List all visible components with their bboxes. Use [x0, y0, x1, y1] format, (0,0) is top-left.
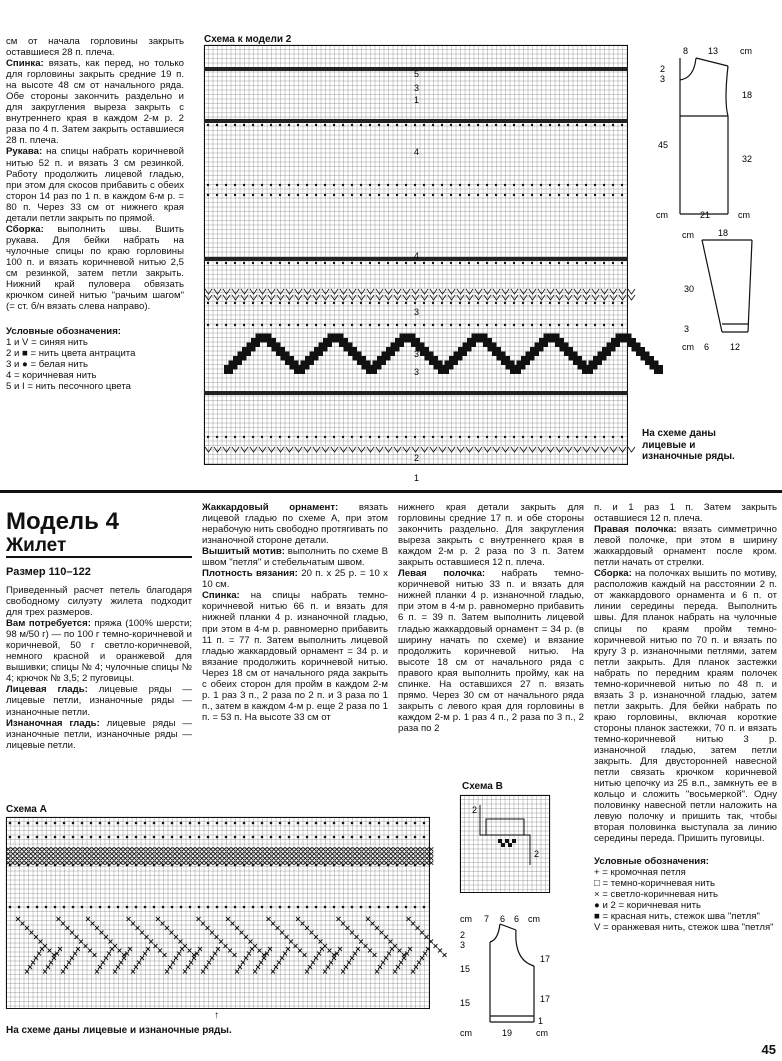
page-number: 45 — [761, 1042, 776, 1057]
paragraph — [398, 568, 584, 734]
scheme2-row-label: 3 — [414, 307, 420, 317]
scheme2-row-label: 1 — [414, 95, 420, 105]
paragraph — [6, 684, 192, 717]
paragraph-heading: Спинка: — [202, 590, 240, 602]
paragraph-heading: Изнаночная гладь: — [6, 717, 100, 729]
legend-item: 2 и ■ = нить цвета антрацита — [6, 348, 136, 360]
dim-left-1: 30 — [684, 284, 695, 294]
legend-item: × = светло-коричневая нить — [594, 889, 718, 901]
paragraph — [6, 585, 192, 618]
schemeA-chart — [6, 817, 434, 1012]
model-subtitle: Жилет — [6, 535, 67, 556]
legend-title: Условные обозначения: — [6, 326, 121, 338]
paragraph-heading: Сборка: — [6, 223, 44, 235]
text-column-2 — [202, 502, 388, 723]
vest-dim-top-3: 6 — [514, 914, 520, 924]
paragraph-heading: Спинка: — [6, 58, 44, 70]
paragraph-text: вязать, как перед, но только для горловины закрыть средние 19 п. на высоте 48 см от начального ряда. Обе стороны закончить раздельно и для закругления выреза закрыть с внутреннего края в каждом 2-м р. 2 раза по 4 п. Затем закрыть оставшиеся 28 п. плеча. — [6, 58, 184, 147]
paragraph — [202, 568, 388, 590]
section-divider — [0, 490, 782, 493]
paragraph — [6, 58, 184, 146]
scheme2-row-label: 4 — [414, 147, 420, 157]
paragraph-text: выполнить швы. Вшить рукава. Для бейки набрать на чулочные спицы по краю горловины 100 п. и вязать коричневой нитью 2,5 см резинкой, затем петли закрыть. Нижний край пуловера обвязать крючком синей нитью "рачьим шагом" (= ст. б/н вязать слева направо). — [6, 223, 184, 313]
vest-dim-top-unit-left: cm — [460, 914, 472, 924]
legend-item: ■ = красная нить, стежок шва "петля" — [594, 911, 760, 923]
scheme2-row-label: 4 — [414, 251, 420, 261]
paragraph-text: Приведенный расчет петель благодаря свободному силуэту жилета подходит для трех размеров. — [6, 585, 192, 619]
paragraph-heading: Левая полочка: — [398, 568, 486, 580]
vest-dim-right-2: 17 — [540, 994, 551, 1004]
front-pattern-diagram — [652, 44, 772, 224]
dim-left-2: 3 — [684, 324, 690, 334]
schemeB-label: 2 — [472, 805, 478, 815]
paragraph-text: лицевые ряды — изнаночные петли, изнаночные ряды — лицевые петли. — [6, 717, 192, 751]
scheme2-row-label: 3 — [414, 349, 420, 359]
vest-dim-right-3: 1 — [538, 1016, 544, 1026]
paragraph — [6, 146, 184, 223]
dim-top-unit: cm — [740, 46, 752, 56]
paragraph — [6, 36, 184, 58]
dim-top-unit: cm — [682, 230, 694, 240]
text-column-4 — [594, 502, 777, 933]
paragraph-text: набрать темно-коричневой нитью 33 п. и вязать для нижней планки 4 р. изнаночной гладью, при этом в 4-м р. равномерно прибавить 6 п. = 39 п. Затем выполнить лицевой гладью жаккардовый орнамент = 34 р. (в ширину начать по схеме) и вязание продолжить коричневой нитью. На высоте 18 см от начального ряда с правого края выполнить пройму, как на спинке. На оставшихся 27 п. вязать прямо. Через 30 см от начального ряда закрыть с левого края для горловины в каждом 2-м р. 1 раз 4 п., 2 раза по 3 п., 2 раза по 2 — [398, 568, 584, 734]
sleeve-pattern-diagram — [652, 228, 772, 358]
schemeB-chart — [460, 795, 554, 897]
vest-dim-left-1: 2 — [460, 930, 466, 940]
paragraph — [202, 546, 388, 568]
text-column-3 — [398, 502, 584, 734]
paragraph-heading: Лицевая гладь: — [6, 684, 88, 696]
schemeA-note: На схеме даны лицевые и изнаночные ряды. — [6, 1025, 232, 1036]
legend-item: 3 и ● = белая нить — [6, 359, 89, 371]
legend-item: ● и 2 = коричневая нить — [594, 900, 701, 912]
scheme2-title: Схема к модели 2 — [204, 34, 292, 45]
paragraph-heading: Правая полочка: — [594, 524, 677, 536]
dim-left-3: 45 — [658, 140, 669, 150]
dim-bottom-1: 6 — [704, 342, 710, 352]
legend-item: V = оранжевая нить, стежок шва "петля" — [594, 922, 774, 934]
paragraph-heading: Жаккардовый орнамент: — [202, 502, 339, 513]
scheme2-row-label: 3 — [414, 367, 420, 377]
legend-item: 1 и V = синяя нить — [6, 337, 88, 349]
dim-bottom-unit-right: cm — [738, 210, 750, 220]
paragraph-heading: Рукава: — [6, 146, 43, 158]
paragraph — [202, 590, 388, 723]
paragraph-text: выполнить по схеме В швом "петля" и стебельчатым швом. — [202, 546, 388, 569]
vest-dim-bottom-unit-right: cm — [536, 1028, 548, 1038]
vest-dim-left-4: 15 — [460, 998, 471, 1008]
paragraph-heading: Плотность вязания: — [202, 568, 298, 580]
vest-dim-left-3: 15 — [460, 964, 471, 974]
dim-right-1: 18 — [742, 90, 753, 100]
dim-bottom-1: 21 — [700, 210, 711, 220]
paragraph-heading: Вам потребуется: — [6, 618, 91, 630]
size-label: Размер 110–122 — [6, 566, 91, 578]
dim-bottom-unit: cm — [682, 342, 694, 352]
paragraph — [202, 502, 388, 546]
scheme2-row-label: 5 — [414, 69, 420, 79]
text-column-top-left — [6, 36, 184, 392]
paragraph-text: п. и 1 раз 1 п. Затем закрыть оставшиеся 12 п. плеча. — [594, 502, 777, 525]
legend-item: □ = темно-коричневая нить — [594, 878, 715, 890]
dim-left-1: 2 — [660, 64, 666, 74]
dim-top-1: 18 — [718, 228, 729, 238]
paragraph-text: на спицы набрать коричневой нитью 52 п. и вязать 3 см резинкой. Работу продолжить лицевой гладью, при этом для скосов прибавить с обеих сторон 14 раз по 1 п. в каждом 6-м р. = 80 п. Через 33 см от нижнего края детали петли закрыть по прямой. — [6, 146, 184, 224]
legend-item: + = кромочная петля — [594, 867, 686, 879]
vest-dim-bottom-unit-left: cm — [460, 1028, 472, 1038]
schemeB-label: 2 — [534, 849, 540, 859]
paragraph — [594, 524, 777, 568]
paragraph — [6, 718, 192, 751]
legend-item: 5 и I = нить песочного цвета — [6, 381, 131, 393]
vest-dim-top-1: 7 — [484, 914, 490, 924]
paragraph-heading: Вышитый мотив: — [202, 546, 285, 558]
paragraph-heading: Сборка: — [594, 568, 632, 580]
legend-item: 4 = коричневая нить — [6, 370, 97, 382]
legend2-title: Условные обозначения: — [594, 856, 709, 868]
paragraph-text: лицевые ряды — лицевые петли, изнаночные ряды — изнаночные петли. — [6, 684, 192, 718]
dim-left-2: 3 — [660, 74, 666, 84]
vest-pattern-diagram — [454, 912, 564, 1042]
paragraph — [594, 502, 777, 524]
paragraph-text: вязать симметрично левой полочке, при этом в ширину жаккардовый орнамент после кром. петли начать от стрелки. — [594, 524, 778, 569]
model-title: Модель 4 — [6, 508, 119, 535]
scheme2-row-label: 1 — [414, 473, 420, 483]
scheme2-row-label: 2 — [414, 453, 420, 463]
paragraph-text: пряжа (100% шерсти; 98 м/50 г) — по 100 г темно-коричневой и коричневой, 50 г светло-коричневой, немного красной и оранжевой для вышивки; спицы № 4; чулочные спицы № 4; крючок № 3,5; 2 пуговицы. — [6, 618, 192, 685]
schemeA-arrow: ↑ — [214, 1010, 219, 1021]
dim-top-2: 13 — [708, 46, 719, 56]
paragraph-text: см от начала горловины закрыть оставшиеся 28 п. плеча. — [6, 36, 184, 59]
vest-dim-top-2: 6 — [500, 914, 506, 924]
title-underline — [6, 556, 192, 558]
paragraph — [594, 568, 777, 844]
schemeA-title: Схема А — [6, 804, 47, 815]
vest-dim-bottom-1: 19 — [502, 1028, 513, 1038]
dim-bottom-2: 12 — [730, 342, 741, 352]
dim-right-2: 32 — [742, 154, 753, 164]
paragraph — [6, 618, 192, 684]
paragraph — [6, 224, 184, 312]
vest-dim-left-2: 3 — [460, 940, 466, 950]
scheme2-chart — [204, 45, 638, 483]
paragraph-text: на спицы набрать темно-коричневой нитью 66 п. и вязать для нижней планки 4 р. изнаночной гладью, при этом в 4-м р. равномерно прибавить 11 п. = 77 п. Затем выполнить лицевой гладью жаккардовый орнамент = 34 р. и вязание продолжить коричневой нитью. Через 18 см от начального ряда закрыть с обеих сторон для пройм в каждом 2-м р. 1 раз 3 п., 2 раза по 2 п. и 3 раза по 1 п., затем в каждом 4-м р. еще 2 раза по 1 п. = 53 п. На высоте 33 см от — [202, 590, 388, 723]
schemeB-title: Схема В — [462, 781, 503, 792]
scheme2-row-label: 3 — [414, 83, 420, 93]
scheme2-note: На схеме даны лицевые и изнаночные ряды. — [642, 428, 735, 462]
dim-top-1: 8 — [683, 46, 689, 56]
text-column-1 — [6, 585, 192, 751]
vest-dim-right-1: 17 — [540, 954, 551, 964]
paragraph-text: нижнего края детали закрыть для горловины средние 17 п. и обе стороны закончить раздельно. Для закругления выреза закрыть с внутреннего края в каждом 2-м р. 2 раза по 3 п. Затем закрыть оставшиеся 12 п. плеча. — [398, 502, 584, 569]
paragraph — [398, 502, 584, 568]
paragraph-text: 20 п. х 25 р. = 10 х 10 см. — [202, 568, 388, 591]
vest-dim-top-unit-right: cm — [528, 914, 540, 924]
paragraph-text: на полочках вышить по мотиву, расположив каждый на расстоянии 2 п. от жаккардового орнамента и 6 п. от линии середины переда. Выполнить швы. Для планок набрать на чулочные спицы по краям пройм темно-коричневой нитью по 70 п. и вязать по кругу 3 р. изнаночными петлями, затем петли закрыть. Для планок застежки набрать по передним краям полочек темно-коричневой нитью по 48 п. и вязать 3 р. изнаночной гладью, затем петли закрыть. Для бейки набрать по краю горловины, включая короткие стороны планок застежки, 70 п. и вязать темно-коричневой нитью 3 р. изнаночной гладью, затем петли закрыть. Для двусторонней навесной петли связать крючком коричневой нитью цепочку из 25 в.п., замкнуть ее в кольцо и сложить "восьмеркой". Одну половинку навесной петли наложить на левую полочку и пришить так, чтобы вторая половинка выступала за линию середины переда. Пришить пуговицы. — [594, 568, 777, 845]
paragraph-text: вязать лицевой гладью по схеме А, при этом нерабочую нить свободно протягивать по изнаночной стороне детали. — [202, 502, 388, 547]
dim-bottom-unit-left: cm — [656, 210, 668, 220]
